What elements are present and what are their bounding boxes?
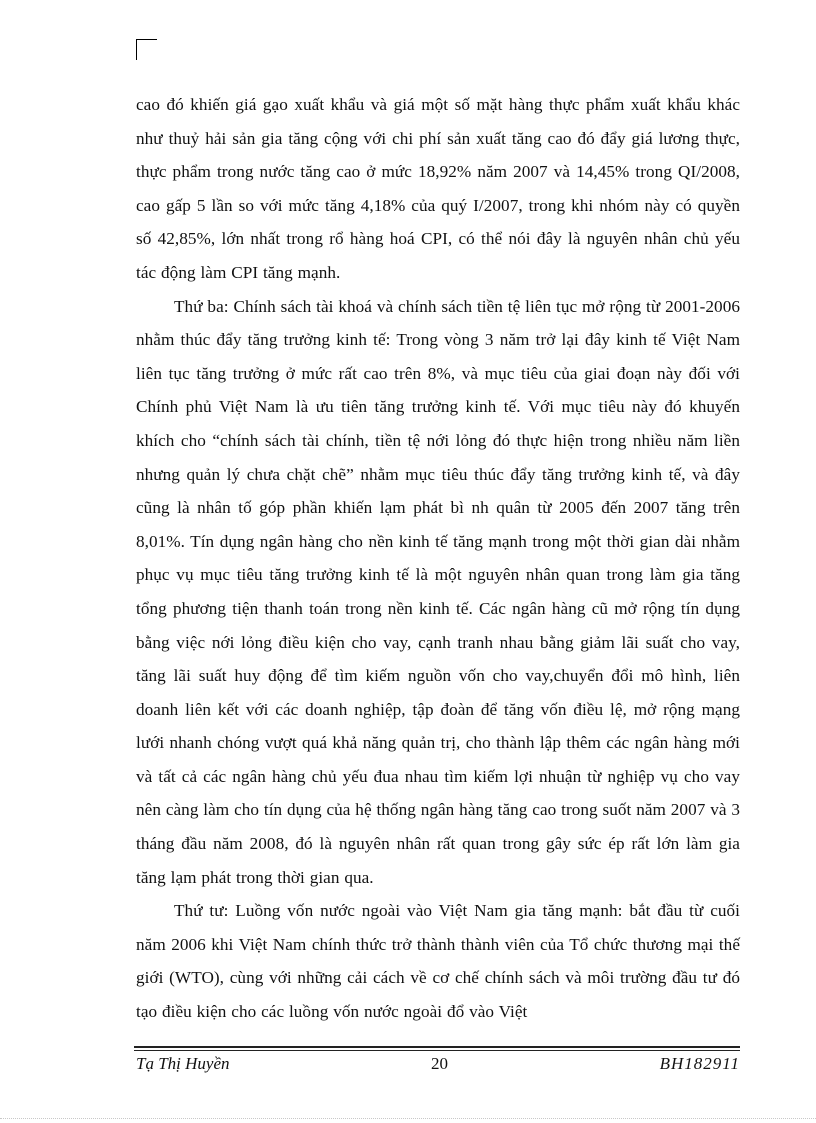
footer-page-number: 20 [431, 1054, 448, 1073]
footer-author: Tạ Thị Huyền [136, 1054, 230, 1073]
page-footer [136, 1054, 740, 1078]
footer-divider-thick [134, 1046, 740, 1048]
document-body [136, 88, 740, 1029]
page-bottom-edge [0, 1118, 816, 1119]
paragraph-3: Thứ tư: Luồng vốn nước ngoài vào Việt Nam gia tăng mạnh: bắt đầu từ cuối năm 2006 khi Việt Nam chính thức trở thành thành viên của Tổ chức thương mại thế giới (WTO), cùng với những cải cách về cơ chế chính sách và môi trường đầu tư đó tạo điều kiện cho các luồng vốn nước ngoài đổ vào Việt [136, 901, 740, 1022]
page-corner-mark [136, 39, 157, 60]
paragraph-2: Thứ ba: Chính sách tài khoá và chính sách tiền tệ liên tục mở rộng từ 2001-2006 nhằm thúc đẩy tăng trưởng kinh tế: Trong vòng 3 năm trở lại đây kinh tế Việt Nam liên tục tăng trưởng ở mức rất cao trên 8%, và mục tiêu của giai đoạn này đối với Chính phủ Việt Nam là ưu tiên tăng trưởng kinh tế. Với mục tiêu này đó khuyến khích cho “chính sách tài chính, tiền tệ nới lỏng đó thực hiện trong nhiều năm liền nhưng quản lý chưa chặt chẽ” nhằm mục tiêu thúc đẩy tăng trưởng kinh tế, và đây cũng là nhân tố góp phần khiến lạm phát bì nh quân từ 2005 đến 2007 tăng trên 8,01%. Tín dụng ngân hàng cho nền kinh tế tăng mạnh trong một thời gian dài nhằm phục vụ mục tiêu tăng trưởng kinh tế là một nguyên nhân quan trong làm gia tăng tổng phương tiện thanh toán trong nền kinh tế. Các ngân hàng cũ mở rộng tín dụng bằng việc nới lỏng điều kiện cho vay, cạnh tranh nhau bằng giảm lãi suất cho vay, tăng lãi suất huy động để tìm kiếm nguồn vốn cho vay,chuyển đổi mô hình, liên doanh liên kết với các doanh nghiệp, tập đoàn để tăng vốn điều lệ, mở rộng mạng lưới nhanh chóng vượt quá khả năng quản trị, cho thành lập thêm các ngân hàng mới và tất cả các ngân hàng chủ yếu đua nhau tìm kiếm lợi nhuận từ nghiệp vụ cho vay nên càng làm cho tín dụng của hệ thống ngân hàng tăng cao trong suốt năm 2007 và 3 tháng đầu năm 2008, đó là nguyên nhân rất quan trong gây sức ép rất lớn làm gia tăng lạm phát trong thời gian qua. [136, 296, 741, 887]
paragraph-1: cao đó khiến giá gạo xuất khẩu và giá một số mặt hàng thực phẩm xuất khẩu khác như thuỷ hải sản gia tăng cộng với chi phí sản xuất tăng cao đó đẩy giá lương thực, thực phẩm trong nước tăng cao ở mức 18,92% năm 2007 và 14,45% trong QI/2008, cao gấp 5 lần so với mức tăng 4,18% của quý I/2007, trong khi nhóm này có quyền số 42,85%, lớn nhất trong rổ hàng hoá CPI, có thể nói đây là nguyên nhân chủ yếu tác động làm CPI tăng mạnh. [136, 95, 740, 282]
footer-code: BH182911 [659, 1054, 740, 1073]
footer-divider-thin [134, 1050, 740, 1051]
